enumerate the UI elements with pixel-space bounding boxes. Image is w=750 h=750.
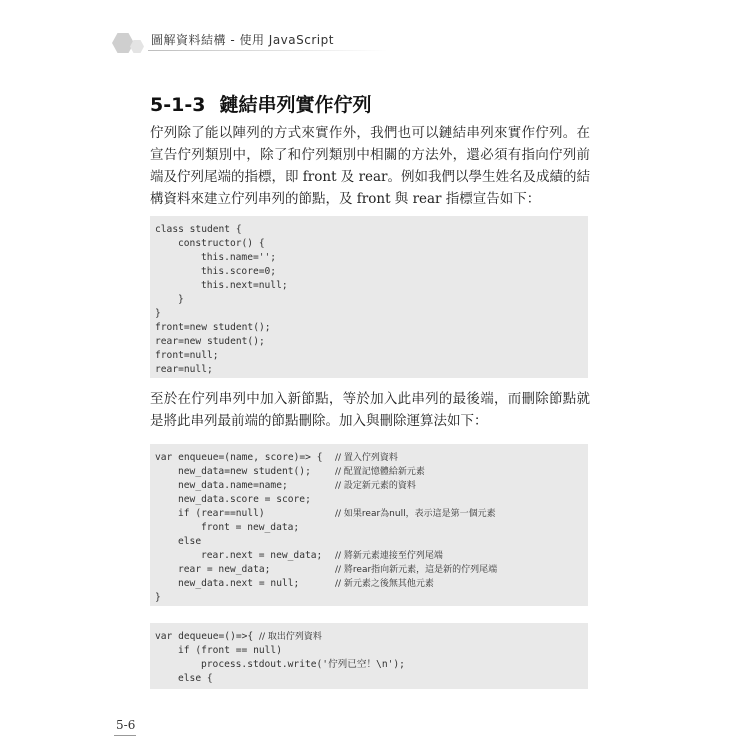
section-title-text: 鏈結串列實作佇列 (219, 94, 372, 116)
code-text: new_data.next = null; (178, 578, 300, 589)
code-line (155, 535, 588, 549)
code-text: new_data.name=name; (178, 480, 288, 491)
code-line (155, 479, 588, 493)
code-line (155, 451, 588, 465)
hexagon-decoration (112, 33, 134, 53)
paragraph-algorithm: 至於在佇列串列中加入新節點，等於加入此串列的最後端，而刪除節點就是將此串列最前端的節點刪除。加入與刪除運算法如下： (150, 391, 590, 429)
code-line: if (front == null) (178, 645, 282, 656)
code-comment: // 將rear指向新元素，這是新的佇列尾端 (335, 565, 498, 575)
code-line: rear=new student(); (155, 336, 265, 347)
code-line (155, 577, 588, 591)
code-line: front=null; (155, 350, 219, 361)
code-line (155, 630, 588, 644)
code-line: front=new student(); (155, 322, 271, 333)
code-line: this.next=null; (201, 280, 288, 291)
code-comment: // 新元素之後無其他元素 (335, 579, 434, 589)
code-line (155, 521, 588, 535)
code-line (155, 465, 588, 479)
paragraph-intro: 佇列除了能以陣列的方式來實作外，我們也可以鏈結串列來實作佇列。在宣告佇列類別中，除了和佇列類別中相關的方法外，還必須有指向佇列前端及佇列尾端的指標，即 front 及 rear。例如我們以學生姓名及成績的結構資料來建立佇列串列的節點，及 front 與 rear 指標宣告如下： (150, 125, 591, 207)
code-comment: // 將新元素連接至佇列尾端 (335, 551, 443, 561)
code-line: else { (178, 673, 213, 684)
code-block-enqueue (150, 444, 588, 606)
page-number: 5-6 (116, 718, 136, 732)
code-text: new_data=new student(); (178, 466, 311, 477)
code-comment: // 配置記憶體給新元素 (335, 467, 425, 477)
code-comment: // 置入佇列資料 (335, 453, 398, 463)
code-text: var enqueue=(name, score)=> { (155, 452, 323, 463)
code-line (155, 563, 588, 577)
section-number: 5-1-3 (150, 94, 206, 116)
code-text: var dequeue=()=>{ (155, 631, 254, 642)
section-heading (150, 90, 371, 117)
book-title: 圖解資料結構 - 使用 JavaScript (151, 33, 334, 47)
code-line (155, 591, 588, 605)
code-text: front = new_data; (201, 522, 300, 533)
code-block-dequeue (150, 623, 588, 689)
code-text: if (rear==null) (178, 508, 265, 519)
code-line (155, 493, 588, 507)
header-divider (148, 50, 388, 51)
code-comment: // 取出佇列資料 (258, 632, 322, 642)
page-number-underline (114, 735, 136, 736)
code-line (155, 507, 588, 521)
code-text: else (178, 536, 202, 547)
code-line: process.stdout.write('佇列已空！\n'); (201, 659, 405, 670)
code-line: rear=null; (155, 364, 213, 375)
code-line: this.name=''; (201, 252, 277, 263)
code-text: new_data.score = score; (178, 494, 311, 505)
code-line: } (178, 294, 184, 305)
code-text: } (155, 592, 161, 603)
code-line (155, 549, 588, 563)
code-block-class (150, 216, 588, 378)
code-text: rear.next = new_data; (201, 550, 323, 561)
code-comment: // 如果rear為null，表示這是第一個元素 (335, 509, 496, 519)
code-text: rear = new_data; (178, 564, 271, 575)
page-header (0, 0, 750, 60)
code-line: class student { (155, 224, 242, 235)
code-comment: // 設定新元素的資料 (335, 481, 416, 491)
code-line: this.score=0; (201, 266, 277, 277)
code-line: constructor() { (178, 238, 265, 249)
code-line: } (155, 308, 161, 319)
